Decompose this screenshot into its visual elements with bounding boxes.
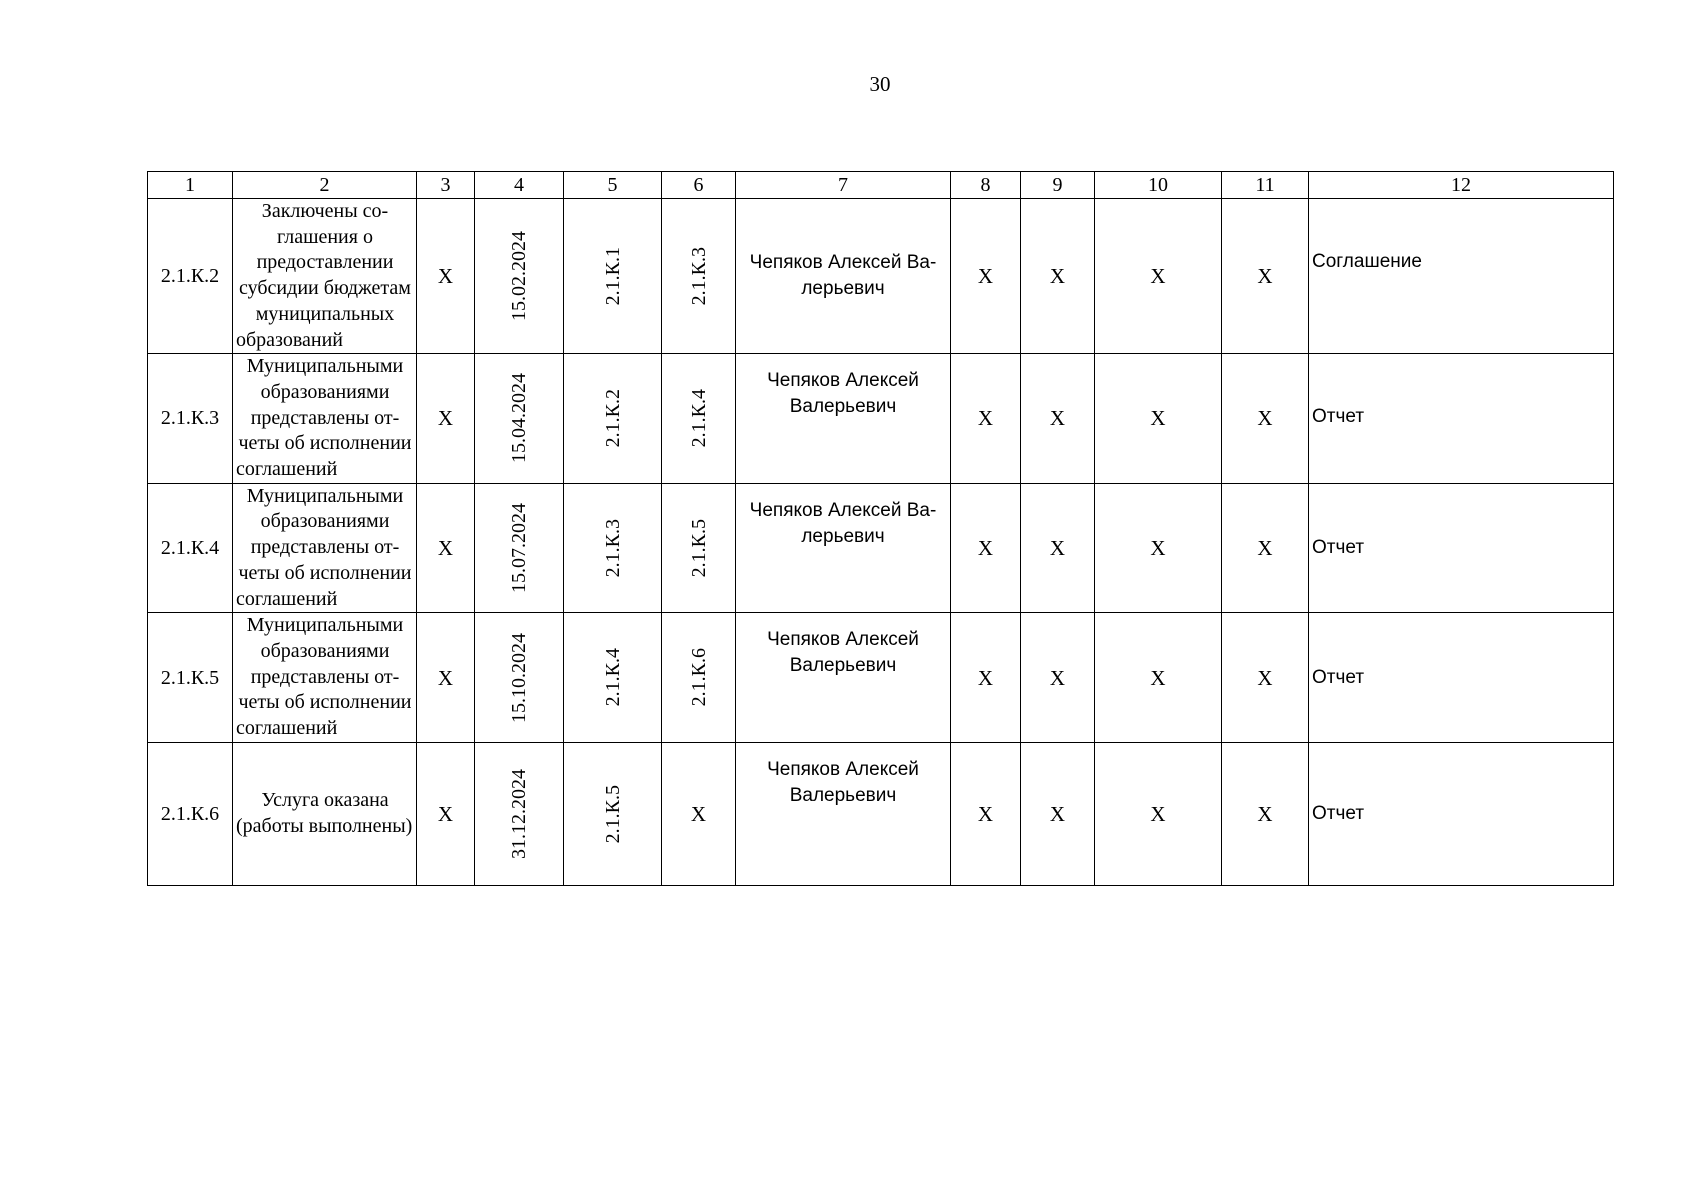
row-col9: X [1021, 613, 1095, 743]
row-prev-text: 2.1.К.3 [601, 518, 624, 578]
row-code: 2.1.К.4 [148, 483, 233, 613]
control-points-table [147, 171, 1614, 886]
header-col-10: 10 [1095, 172, 1222, 199]
row-description-text: Услуга оказана (работы выполнены) [236, 789, 413, 837]
header-col-11: 11 [1222, 172, 1309, 199]
table-row [148, 613, 1614, 743]
row-date [475, 199, 564, 354]
row-code: 2.1.К.3 [148, 354, 233, 484]
row-col9: X [1021, 483, 1095, 613]
table-row [148, 199, 1614, 354]
row-date [475, 354, 564, 484]
row-col10: X [1095, 354, 1222, 484]
row-col8: X [951, 483, 1021, 613]
row-result: Соглашение [1309, 199, 1614, 354]
row-date-text: 15.07.2024 [508, 502, 530, 593]
header-col-1: 1 [148, 172, 233, 199]
row-date-text: 15.10.2024 [508, 632, 530, 723]
row-next [662, 199, 736, 354]
row-date [475, 613, 564, 743]
row-col11: X [1222, 354, 1309, 484]
row-next: X [662, 742, 736, 885]
header-col-3: 3 [417, 172, 475, 199]
row-description [233, 483, 417, 613]
row-col3: X [417, 199, 475, 354]
row-description-text: Муниципальными образованиями представлены отчеты об исполнении соглашений [236, 614, 412, 740]
row-col11: X [1222, 613, 1309, 743]
row-date-text: 31.12.2024 [508, 768, 530, 859]
table-row [148, 483, 1614, 613]
row-col8: X [951, 613, 1021, 743]
row-next-text: 2.1.К.4 [687, 389, 710, 448]
row-description [233, 354, 417, 484]
row-col11: X [1222, 483, 1309, 613]
row-result: Отчет [1309, 613, 1614, 743]
row-date-text: 15.04.2024 [508, 373, 530, 464]
row-col10: X [1095, 742, 1222, 885]
row-result: Отчет [1309, 354, 1614, 484]
row-responsible-person: Чепяков Алексей Валерьевич [736, 742, 951, 885]
row-col9: X [1021, 199, 1095, 354]
row-code: 2.1.К.6 [148, 742, 233, 885]
row-description-text: Муниципальными образованиями представлены отчеты об исполнении соглашений [236, 484, 412, 610]
row-result: Отчет [1309, 483, 1614, 613]
row-col10: X [1095, 483, 1222, 613]
row-col10: X [1095, 613, 1222, 743]
row-prev-text: 2.1.К.5 [601, 784, 624, 843]
row-description-text: Муниципальными образованиями представлены отчеты об исполнении соглашений [236, 355, 412, 481]
row-description [233, 742, 417, 885]
page-number: 30 [869, 72, 891, 96]
header-col-4: 4 [475, 172, 564, 199]
row-date [475, 483, 564, 613]
row-col10: X [1095, 199, 1222, 354]
row-next-text: 2.1.К.3 [687, 246, 710, 306]
row-prev [564, 613, 662, 743]
row-prev-text: 2.1.К.2 [601, 389, 624, 448]
row-col8: X [951, 742, 1021, 885]
row-next [662, 483, 736, 613]
row-description [233, 199, 417, 354]
table-body [148, 199, 1614, 886]
table-header [148, 172, 1614, 199]
row-code: 2.1.К.2 [148, 199, 233, 354]
row-col9: X [1021, 742, 1095, 885]
row-col3: X [417, 483, 475, 613]
header-col-7: 7 [736, 172, 951, 199]
row-description-text: Заключены соглашения о предоставлении субсидии бюджетам муниципальных образований [236, 200, 411, 351]
row-col8: X [951, 199, 1021, 354]
row-responsible-person: Чепяков Алексей Валерьевич [736, 199, 951, 354]
row-code: 2.1.К.5 [148, 613, 233, 743]
row-responsible-person: Чепяков Алексей Валерьевич [736, 483, 951, 613]
row-description [233, 613, 417, 743]
row-col8: X [951, 354, 1021, 484]
header-col-6: 6 [662, 172, 736, 199]
row-prev [564, 354, 662, 484]
table-row [148, 742, 1614, 885]
row-col3: X [417, 613, 475, 743]
header-col-5: 5 [564, 172, 662, 199]
row-next-text: 2.1.К.5 [687, 518, 710, 578]
header-col-12: 12 [1309, 172, 1614, 199]
row-prev-text: 2.1.К.4 [601, 648, 624, 707]
row-col11: X [1222, 742, 1309, 885]
header-col-2: 2 [233, 172, 417, 199]
row-next-text: 2.1.К.6 [687, 648, 710, 707]
row-responsible-person: Чепяков Алексей Валерьевич [736, 613, 951, 743]
row-prev [564, 742, 662, 885]
row-prev-text: 2.1.К.1 [601, 246, 624, 306]
row-next [662, 613, 736, 743]
header-col-9: 9 [1021, 172, 1095, 199]
row-responsible-person: Чепяков Алексей Валерьевич [736, 354, 951, 484]
row-col3: X [417, 742, 475, 885]
row-prev [564, 199, 662, 354]
row-date [475, 742, 564, 885]
table-row [148, 354, 1614, 484]
row-col11: X [1222, 199, 1309, 354]
row-result: Отчет [1309, 742, 1614, 885]
header-row [148, 172, 1614, 199]
row-prev [564, 483, 662, 613]
row-date-text: 15.02.2024 [508, 231, 530, 322]
row-col3: X [417, 354, 475, 484]
row-col9: X [1021, 354, 1095, 484]
header-col-8: 8 [951, 172, 1021, 199]
row-next [662, 354, 736, 484]
